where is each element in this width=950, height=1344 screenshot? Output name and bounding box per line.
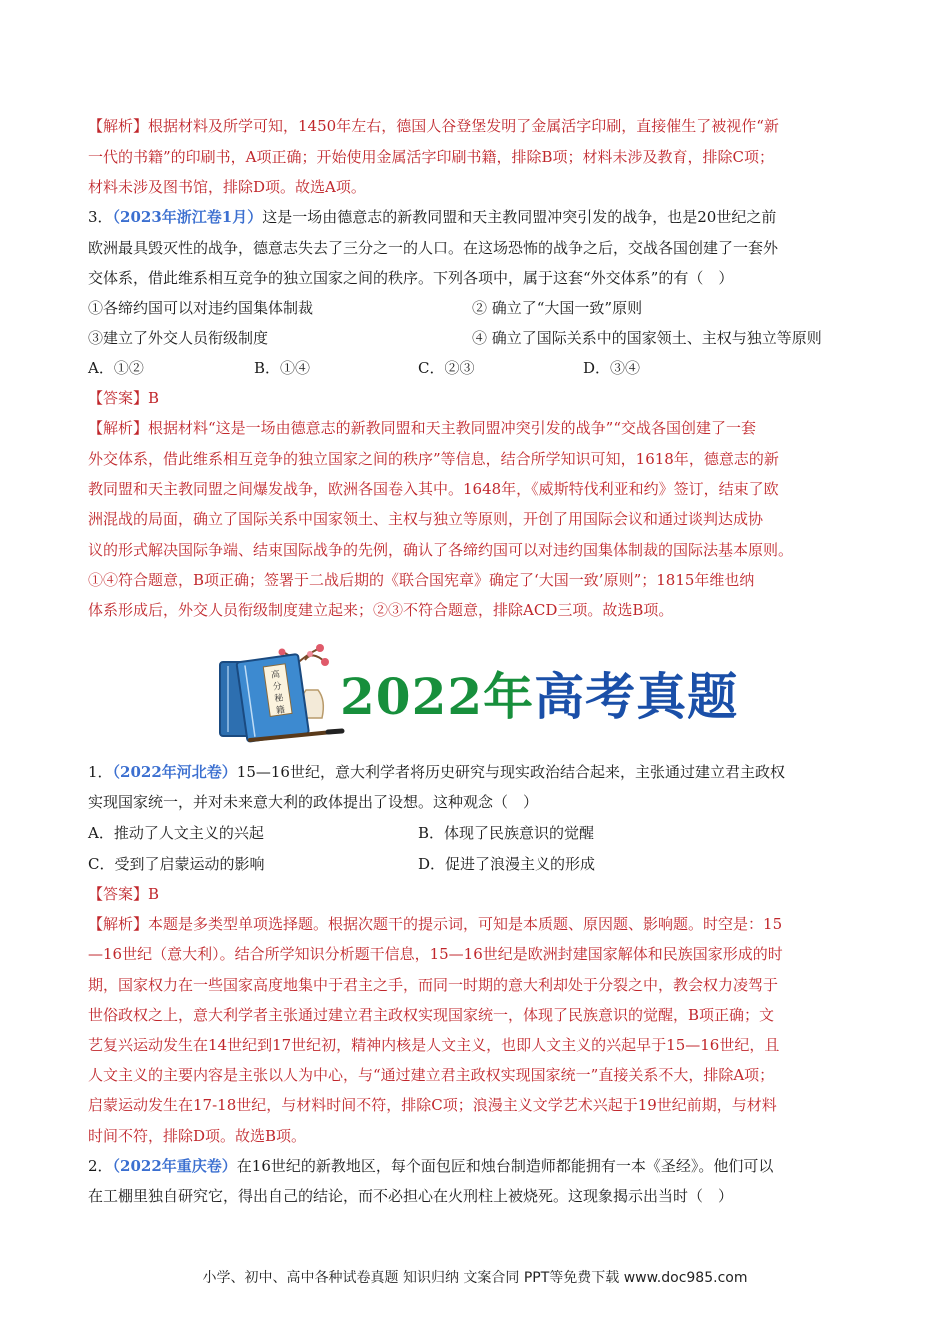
explanation-line: 体系形成后，外交人员衔级制度建立起来；②③不符合题意，排除ACD三项。故选B项。 <box>88 601 674 619</box>
option-a: A．推动了人文主义的兴起 <box>88 824 264 842</box>
banner-heading: 高考真题 <box>534 667 739 726</box>
question-source: （2022年重庆卷） <box>112 1157 237 1175</box>
banner-year: 2022年 <box>340 667 535 726</box>
explanation-line <box>88 418 878 438</box>
explanation-tag: 【解析】 <box>88 117 149 135</box>
option-d: D．促进了浪漫主义的形成 <box>418 855 596 873</box>
statement-3: ③建立了外交人员衔级制度 <box>88 329 269 347</box>
question-source: （2023年浙江卷1月） <box>112 208 263 226</box>
explanation-tag: 【解析】 <box>88 915 149 933</box>
explanation-line: 艺复兴运动发生在14世纪到17世纪初，精神内核是人文主义，也即人文主义的兴起早于15—16世纪，且 <box>88 1036 780 1054</box>
question-number: 2． <box>88 1157 113 1175</box>
question-text: 欧洲最具毁灭性的战争，德意志失去了三分之一的人口。在这场恐怖的战争之后，交战各国创建了一套外 <box>88 239 779 257</box>
explanation-line: —16世纪（意大利）。结合所学知识分析题干信息，15—16世纪是欧洲封建国家解体和民族国家形成的时 <box>88 945 783 963</box>
question-number: 1． <box>88 763 113 781</box>
statement-2: ② 确立了“大国一致”原则 <box>472 299 643 317</box>
option-a: A．①② <box>88 359 144 377</box>
option-c: C．②③ <box>418 359 475 377</box>
explanation-line: 启蒙运动发生在17-18世纪，与材料时间不符，排除C项；浪漫主义文学艺术兴起于19世纪前期，与材料 <box>88 1096 777 1114</box>
explanation-line: 外交体系，借此维系相互竞争的独立国家之间的秩序”等信息，结合所学知识可知，1618年，德意志的新 <box>88 450 779 468</box>
option-d: D．③④ <box>583 359 641 377</box>
answer-line: 【答案】B <box>88 885 160 903</box>
book-label-char: 分 <box>272 681 283 693</box>
explanation-line: 一代的书籍”的印刷书，A项正确；开始使用金属活字印刷书籍，排除B项；材料未涉及教育，排除C项； <box>88 148 775 166</box>
question-text: 15—16世纪，意大利学者将历史研究与现实政治结合起来，主张通过建立君主政权 <box>236 763 785 781</box>
question-text: 在16世纪的新教地区，每个面包匠和烛台制造师都能拥有一本《圣经》。他们可以 <box>236 1157 774 1175</box>
explanation-line: 教同盟和天主教同盟之间爆发战争，欧洲各国卷入其中。1648年，《威斯特伐利亚和约》签订，结束了欧 <box>88 480 779 498</box>
option-b: B．①④ <box>254 359 311 377</box>
question-text: 这是一场由德意志的新教同盟和天主教同盟冲突引发的战争，也是20世纪之前 <box>262 208 777 226</box>
explanation-text: 根据材料及所学可知，1450年左右，德国人谷登堡发明了金属活字印刷，直接催生了被视作“新 <box>148 117 779 135</box>
book-label-char: 高 <box>270 669 281 681</box>
explanation-line: 时间不符，排除D项。故选B项。 <box>88 1127 307 1145</box>
explanation-text: 根据材料“这是一场由德意志的新教同盟和天主教同盟冲突引发的战争”“交战各国创建了一套 <box>148 419 757 437</box>
explanation-tag: 【解析】 <box>88 419 149 437</box>
option-b: B．体现了民族意识的觉醒 <box>418 824 595 842</box>
question-1-stem <box>88 762 878 782</box>
question-text: 交体系，借此维系相互竞争的独立国家之间的秩序。下列各项中，属于这套“外交体系”的有（ ） <box>88 269 734 287</box>
explanation-line <box>88 914 878 934</box>
book-label-char: 秘 <box>273 693 285 705</box>
question-text: 在工棚里独自研究它，得出自己的结论，而不必担心在火刑柱上被烧死。这现象揭示出当时（ ） <box>88 1187 734 1205</box>
option-c: C．受到了启蒙运动的影响 <box>88 855 265 873</box>
banner-title <box>340 665 738 729</box>
explanation-line: 世俗政权之上，意大利学者主张通过建立君主政权实现国家统一，体现了民族意识的觉醒，B项正确；文 <box>88 1006 775 1024</box>
explanation-line: 材料未涉及图书馆，排除D项。故选A项。 <box>88 178 366 196</box>
explanation-line <box>88 116 878 136</box>
question-text: 实现国家统一，并对未来意大利的政体提出了设想。这种观念（ ） <box>88 793 539 811</box>
explanation-line: 人文主义的主要内容是主张以人为中心，与“通过建立君主政权实现国家统一”直接关系不大，排除A项； <box>88 1066 775 1084</box>
book-label-char: 籍 <box>275 705 286 717</box>
question-2-stem <box>88 1156 878 1176</box>
explanation-line: 期，国家权力在一些国家高度地集中于君主之手，而同一时期的意大利却处于分裂之中，教会权力凌驾于 <box>88 976 779 994</box>
explanation-line: ①④符合题意，B项正确；签署于二战后期的《联合国宪章》确定了‘大国一致’原则”；1815年维也纳 <box>88 571 755 589</box>
explanation-text: 本题是多类型单项选择题。根据次题干的提示词，可知是本质题、原因题、影响题。时空是：15 <box>148 915 783 933</box>
answer-line: 【答案】B <box>88 389 160 407</box>
statement-4: ④ 确立了国际关系中的国家领土、主权与独立等原则 <box>472 329 822 347</box>
statement-1: ①各缔约国可以对违约国集体制裁 <box>88 299 314 317</box>
explanation-line: 议的形式解决国际争端、结束国际战争的先例，确认了各缔约国可以对违约国集体制裁的国际法基本原则。 <box>88 541 794 559</box>
page-footer: 小学、初中、高中各种试卷真题 知识归纳 文案合同 PPT等免费下载 www.doc985.com <box>202 1270 748 1286</box>
question-3-stem <box>88 207 878 227</box>
question-source: （2022年河北卷） <box>112 763 237 781</box>
question-number: 3． <box>88 208 113 226</box>
explanation-line: 洲混战的局面，确立了国际关系中国家领土、主权与独立等原则，开创了用国际会议和通过谈判达成协 <box>88 510 764 528</box>
